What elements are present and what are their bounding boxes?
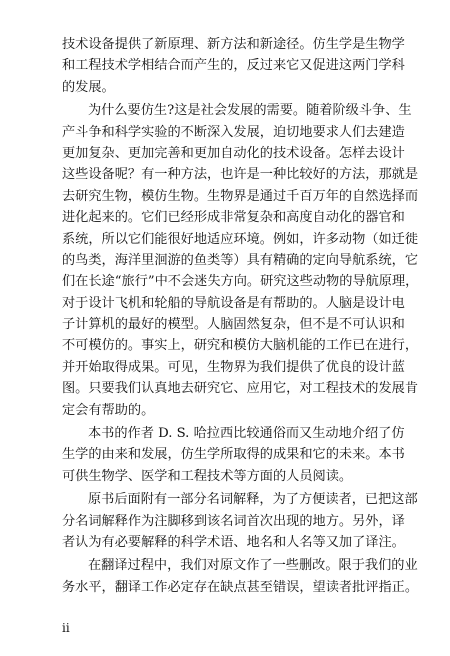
text-line: 对于设计飞机和轮船的导航设备是有帮助的。人脑是设计电	[62, 295, 405, 311]
text-line: 务水平，翻译工作必定存在缺点甚至错误，望读者批评指正。	[62, 579, 419, 595]
text-line: 系统，所以它们能很好地适应环境。例如，许多动物（如迁徙	[62, 231, 419, 247]
text-line: 更加复杂、更加完善和更加自动化的技术设备。怎样去设计	[62, 145, 405, 161]
text-line: 的发展。	[62, 79, 115, 95]
text-line: 产斗争和科学实验的不断深入发展，迫切地要求人们去建造	[62, 124, 405, 140]
paragraph	[62, 100, 419, 421]
text-line: 可供生物学、医学和工程技术等方面的人员阅读。	[62, 468, 353, 484]
text-line: 并开始取得成果。可见，生物界为我们提供了优良的设计蓝	[62, 359, 405, 375]
text-line: 生学的由来和发展，仿生学所取得的成果和它的未来。本书	[62, 447, 405, 463]
text-line: 为什么要仿生?这是社会发展的需要。随着阶级斗争、生	[88, 103, 412, 119]
text-line: 定会有帮助的。	[62, 402, 155, 418]
text-line: 们在长途“旅行”中不会迷失方向。研究这些动物的导航原理，	[62, 274, 419, 290]
text-line: 分名词解释作为注脚移到该名词首次出现的地方。另外，译	[62, 513, 405, 529]
text-line: 不可模仿的。事实上，研究和模仿大脑机能的工作已在进行，	[62, 338, 419, 354]
page-number: ii	[62, 621, 70, 635]
text-line: 进化起来的。它们已经形成非常复杂和高度自动化的器官和	[62, 210, 405, 226]
text-line: 技术设备提供了新原理、新方法和新途径。仿生学是生物学	[62, 37, 405, 52]
paragraph	[62, 34, 405, 98]
text-line: 和工程技术学相结合而产生的，反过来它又促进这两门学科	[62, 58, 405, 74]
paragraph	[62, 555, 419, 598]
text-line: 去研究生物，模仿生物。生物界是通过千百万年的自然选择而	[62, 188, 419, 204]
text-line: 在翻译过程中，我们对原文作了一些删改。限于我们的业	[88, 558, 418, 574]
text-line: 的鸟类，海洋里洄游的鱼类等）具有精确的定向导航系统，它	[62, 252, 419, 268]
text-line: 者认为有必要解释的科学术语、地名和人名等又加了译注。	[62, 534, 405, 550]
text-line: 本书的作者 D. S. 哈拉西比较通俗而又生动地介绍了仿	[88, 426, 405, 442]
text-line: 图。只要我们认真地去研究它、应用它，对工程技术的发展肯	[62, 381, 419, 397]
paragraph	[62, 423, 405, 487]
paragraph	[62, 489, 418, 553]
body-text	[62, 34, 419, 600]
text-line: 子计算机的最好的模型。人脑固然复杂，但不是不可认识和	[62, 317, 405, 333]
text-line: 这些设备呢？有一种方法，也许是一种比较好的方法，那就是	[62, 167, 419, 183]
text-line: 原书后面附有一部分名词解释，为了方便读者，已把这部	[88, 492, 418, 508]
